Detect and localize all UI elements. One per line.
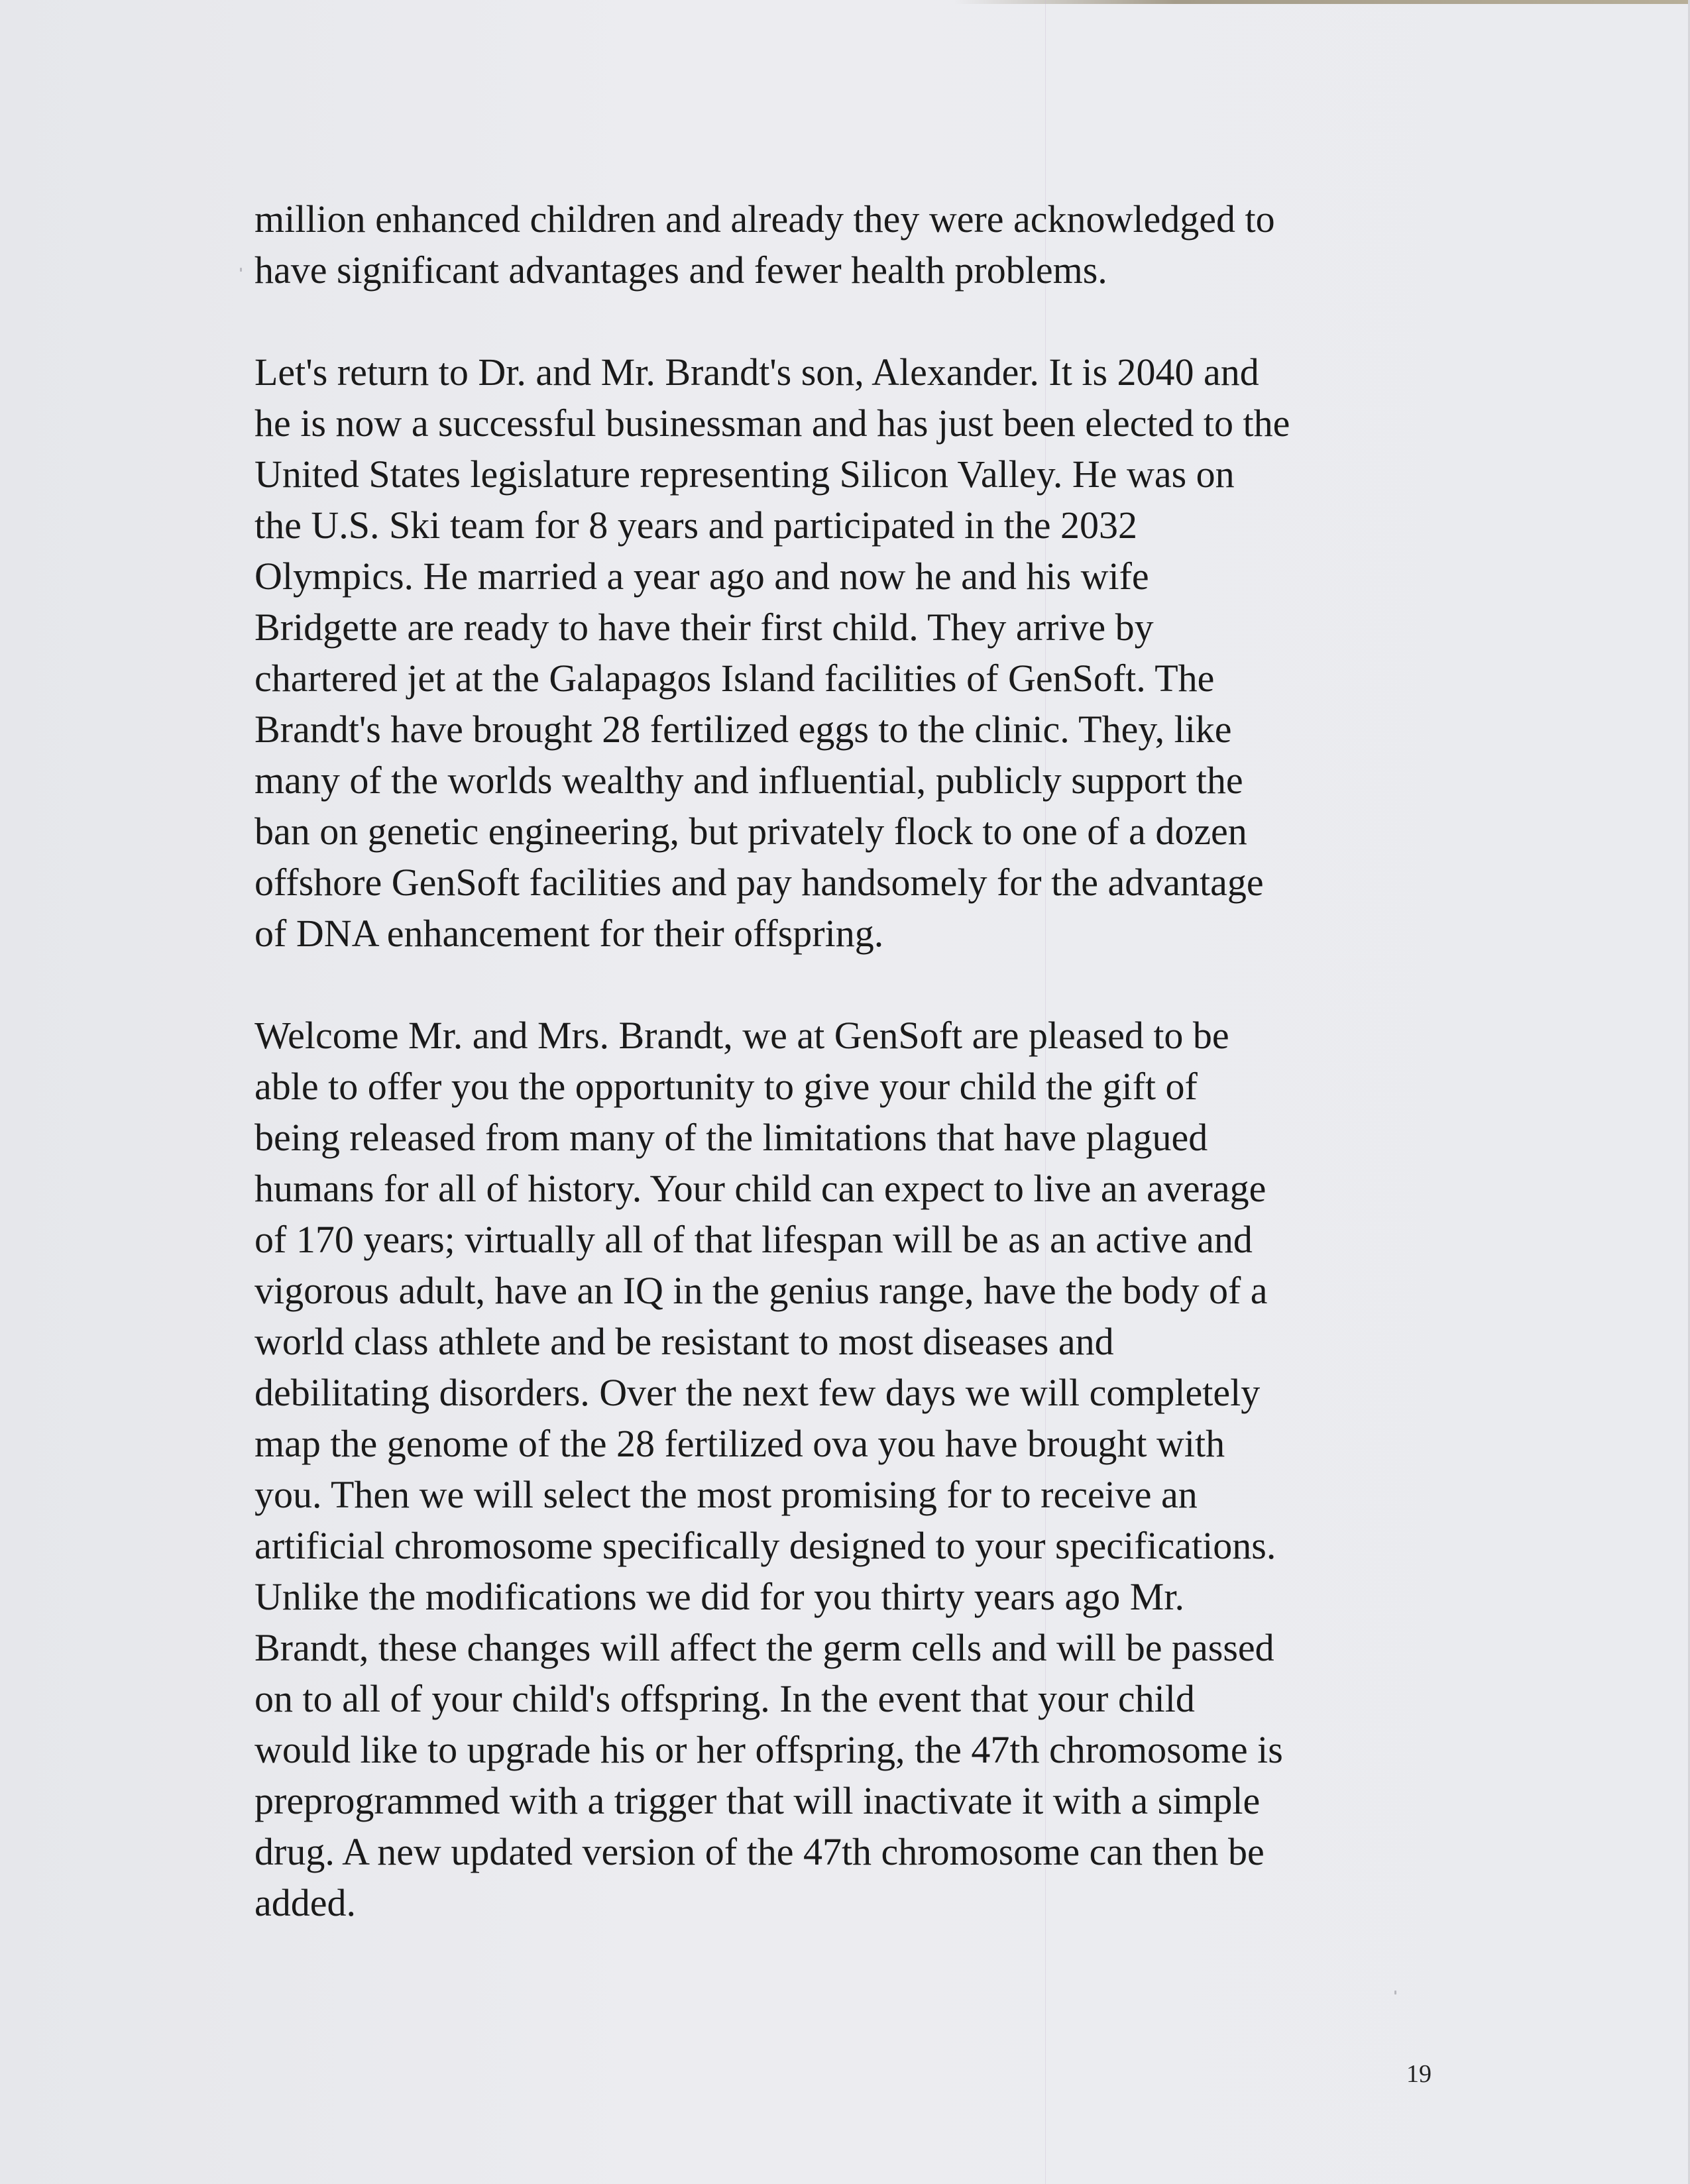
paragraph <box>254 1010 1447 1928</box>
text-line: of 170 years; virtually all of that lifespan will be as an active and <box>254 1218 1253 1261</box>
text-line: world class athlete and be resistant to most diseases and <box>254 1320 1114 1363</box>
text-line: Brandt's have brought 28 fertilized eggs to the clinic. They, like <box>254 708 1232 751</box>
text-line: ban on genetic engineering, but privately flock to one of a dozen <box>254 810 1247 853</box>
text-line: chartered jet at the Galapagos Island facilities of GenSoft. The <box>254 657 1215 700</box>
scan-speck <box>240 268 242 272</box>
page-number: 19 <box>1406 2060 1432 2088</box>
text-line: United States legislature representing Silicon Valley. He was on <box>254 453 1235 496</box>
text-line: million enhanced children and already they were acknowledged to <box>254 197 1275 241</box>
text-line: map the genome of the 28 fertilized ova you have brought with <box>254 1422 1225 1465</box>
text-line: preprogrammed with a trigger that will inactivate it with a simple <box>254 1779 1261 1822</box>
page-top-edge <box>954 0 1690 4</box>
text-line: added. <box>254 1881 356 1924</box>
paragraph-gap <box>254 296 1447 347</box>
text-line: would like to upgrade his or her offspring, the 47th chromosome is <box>254 1728 1283 1771</box>
text-line: humans for all of history. Your child can expect to live an average <box>254 1167 1267 1210</box>
text-line: you. Then we will select the most promising for to receive an <box>254 1473 1198 1516</box>
text-line: vigorous adult, have an IQ in the genius range, have the body of a <box>254 1269 1268 1312</box>
paragraph <box>254 347 1447 959</box>
text-line: drug. A new updated version of the 47th chromosome can then be <box>254 1830 1265 1873</box>
paragraph <box>254 193 1447 296</box>
text-line: able to offer you the opportunity to give your child the gift of <box>254 1065 1198 1108</box>
paragraph-gap <box>254 959 1447 1010</box>
text-line: Welcome Mr. and Mrs. Brandt, we at GenSoft are pleased to be <box>254 1014 1229 1057</box>
text-line: debilitating disorders. Over the next few days we will completely <box>254 1371 1261 1414</box>
text-line: he is now a successful businessman and has just been elected to the <box>254 402 1290 445</box>
text-line: being released from many of the limitations that have plagued <box>254 1116 1208 1159</box>
text-line: Unlike the modifications we did for you thirty years ago Mr. <box>254 1575 1184 1618</box>
text-line: Let's return to Dr. and Mr. Brandt's son, Alexander. It is 2040 and <box>254 351 1259 394</box>
text-line: the U.S. Ski team for 8 years and participated in the 2032 <box>254 504 1138 547</box>
text-line: many of the worlds wealthy and influential, publicly support the <box>254 759 1243 802</box>
body-text <box>254 193 1447 1928</box>
text-line: have significant advantages and fewer health problems. <box>254 248 1107 292</box>
scan-speck <box>1394 1991 1396 1994</box>
text-line: Bridgette are ready to have their first child. They arrive by <box>254 606 1154 649</box>
text-line: Brandt, these changes will affect the germ cells and will be passed <box>254 1626 1274 1669</box>
text-line: Olympics. He married a year ago and now he and his wife <box>254 555 1149 598</box>
text-line: artificial chromosome specifically designed to your specifications. <box>254 1524 1276 1567</box>
text-line: of DNA enhancement for their offspring. <box>254 912 884 955</box>
text-line: on to all of your child's offspring. In the event that your child <box>254 1677 1195 1720</box>
text-line: offshore GenSoft facilities and pay handsomely for the advantage <box>254 861 1264 904</box>
